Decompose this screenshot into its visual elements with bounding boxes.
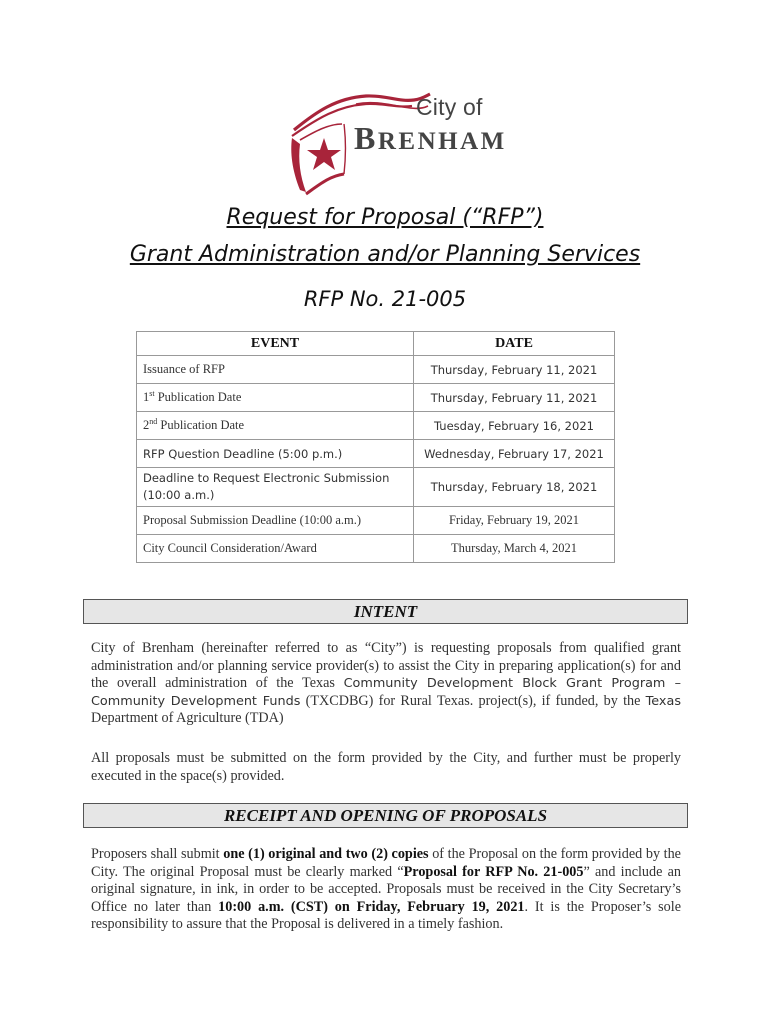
table-row <box>137 356 615 384</box>
table-row <box>137 412 615 440</box>
event-cell: Issuance of RFP <box>137 356 414 384</box>
receipt-paragraph: Proposers shall submit one (1) original and two (2) copies of the Proposal on the form provided by the City. The original Proposal must be clearly marked “Proposal for RFP No. 21-005” and include an original signature, in ink, in order to be accepted. Proposals must be received in the City Secretary’s Office no later than 10:00 a.m. (CST) on Friday, February 19, 2021. It is the Proposer’s sole responsibility to assure that the Proposal is delivered in a timely fashion. <box>91 846 681 933</box>
receipt-heading: RECEIPT AND OPENING OF PROPOSALS <box>83 803 688 828</box>
date-cell: Wednesday, February 17, 2021 <box>414 440 615 468</box>
date-cell: Tuesday, February 16, 2021 <box>414 412 615 440</box>
event-cell: City Council Consideration/Award <box>137 535 414 563</box>
intent-paragraph-1: City of Brenham (hereinafter referred to as “City”) is requesting proposals from qualified grant administration and/or planning service provider(s) to assist the City in preparing application(s) for and the overall administration of the Texas Community Development Block Grant Program – Community Development Funds (TXCDBG) for Rural Texas. project(s), if funded, by the Texas Department of Agriculture (TDA) <box>91 640 681 727</box>
event-cell: Proposal Submission Deadline (10:00 a.m.) <box>137 507 414 535</box>
rfp-number: RFP No. 21-005 <box>303 287 467 311</box>
event-cell: Deadline to Request Electronic Submission (10:00 a.m.) <box>137 468 414 507</box>
date-cell: Friday, February 19, 2021 <box>414 507 615 535</box>
date-cell: Thursday, March 4, 2021 <box>414 535 615 563</box>
document-title-line2: Grant Administration and/or Planning Services <box>129 242 641 267</box>
date-column-header: DATE <box>414 332 615 356</box>
date-cell: Thursday, February 11, 2021 <box>414 384 615 412</box>
date-cell: Thursday, February 18, 2021 <box>414 468 615 507</box>
date-cell: Thursday, February 11, 2021 <box>414 356 615 384</box>
table-row <box>137 468 615 507</box>
event-cell: 2nd Publication Date <box>137 412 414 440</box>
event-column-header: EVENT <box>137 332 414 356</box>
table-row <box>137 507 615 535</box>
city-logo <box>286 90 507 200</box>
table-row <box>137 535 615 563</box>
event-cell: RFP Question Deadline (5:00 p.m.) <box>137 440 414 468</box>
schedule-table <box>136 331 615 563</box>
logo-brenham-text: BRENHAM <box>354 120 507 156</box>
table-row <box>137 384 615 412</box>
table-header-row <box>137 332 615 356</box>
intent-paragraph-2: All proposals must be submitted on the form provided by the City, and further must be properly executed in the space(s) provided. <box>91 750 681 784</box>
logo-city-text: City of <box>416 94 483 120</box>
event-cell: 1st Publication Date <box>137 384 414 412</box>
document-title-line1: Request for Proposal (“RFP”) <box>226 205 544 230</box>
table-row <box>137 440 615 468</box>
intent-heading: INTENT <box>83 599 688 624</box>
